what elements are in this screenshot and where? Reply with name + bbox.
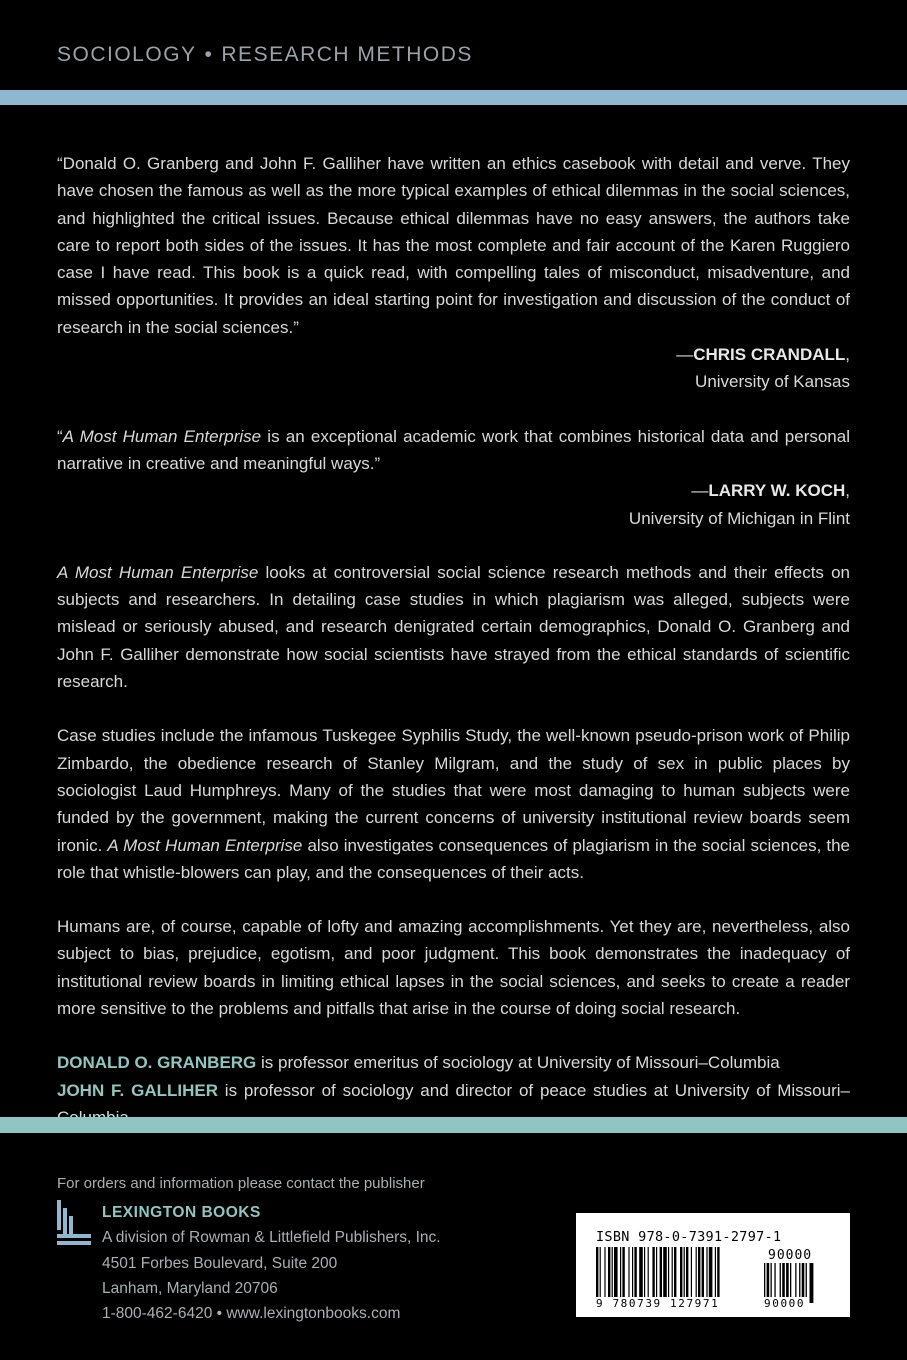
book-title: A Most Human Enterprise [57,562,259,582]
book-title: A Most Human Enterprise [62,426,262,446]
back-cover-body [57,150,850,1131]
blurb-crandall-author: CHRIS CRANDALL [693,345,846,365]
author-name-galliher: JOHN F. GALLIHER [57,1080,218,1100]
barcode-digits: 9 780739 127971 [596,1297,720,1310]
blurb-crandall [57,150,850,341]
category-sociology: SOCIOLOGY [57,43,197,66]
blurb-crandall-text: “Donald O. Granberg and John F. Galliher have written an ethics casebook with detail and verve. They have chosen the famous as well as the more typical examples of ethical dilemmas in the social sciences, and highlighted the critical issues. Because ethical dilemmas have no easy answers, the authors take care to report both sides of the issues. It has the most complete and fair account of the Karen Ruggiero case I have read. This book is a quick read, with compelling tales of misconduct, misadventure, and missed opportunities. It provides an ideal starting point for investigation and discussion of the conduct of research in the social sciences.” [57,154,850,337]
isbn-number: ISBN 978-0-7391-2797-1 [596,1229,782,1245]
author-name-granberg: DONALD O. GRANBERG [57,1053,257,1073]
blurb-crandall-affiliation: University of Kansas [695,372,850,392]
publisher-info [102,1200,441,1326]
publisher-name: LEXINGTON BOOKS [102,1204,261,1221]
blurb-koch-attribution: —LARRY W. KOCH, [691,481,850,501]
top-color-band [0,90,907,105]
category-research-methods: RESEARCH METHODS [221,43,473,66]
lexington-logo-icon [57,1200,91,1246]
author-bio-granberg: DONALD O. GRANBERG is professor emeritus of sociology at University of Missouri–Columbia [57,1053,780,1073]
bottom-color-band [0,1117,907,1133]
publisher-contact-note: For orders and information please contact the publisher [57,1175,425,1192]
price-code: 90000 [768,1248,813,1263]
description-paragraph-2: Case studies include the infamous Tuskegee Syphilis Study, the well-known pseudo-prison work of Philip Zimbardo, the obedience research of Stanley Milgram, and the study of sex in public places by sociologist Laud Humphreys. Many of the studies that were most damaging to human subjects were funded by the government, making the current concerns of university institutional review boards seem ironic. A Most Human Enterprise also investigates consequences of plagiarism in the social sciences, the role that whistle-blowers can play, and the consequences of their acts. [57,726,850,882]
book-title: A Most Human Enterprise [107,835,303,855]
blurb-koch: “A Most Human Enterprise is an exceptional academic work that combines historical data and personal narrative in creative and meaningful ways.” [57,426,850,473]
category-separator: • [204,43,214,66]
publisher-division: A division of Rowman & Littlefield Publishers, Inc. [102,1229,441,1247]
blurb-koch-author: LARRY W. KOCH [708,481,846,501]
author-bio-galliher: JOHN F. GALLIHER is professor of sociology and director of peace studies at University of Missouri– [57,1080,850,1100]
description-paragraph-1: A Most Human Enterprise looks at controversial social science research methods and their effects on subjects and researchers. In detailing case studies in which plagiarism was alleged, subjects were mislead or seriously abused, and research denigrated certain demographics, Donald O. Granberg and John F. Galliher demonstrate how social scientists have strayed from the ethical standards of scientific research. [57,562,850,692]
category-label [57,43,473,67]
description-paragraph-3: Humans are, of course, capable of lofty and amazing accomplishments. Yet they are, nevertheless, also subject to bias, prejudice, egotism, and poor judgment. This book demonstrates the inadequacy of institutional review boards in limiting ethical lapses in the social sciences, and seeks to create a reader more sensitive to the problems and pitfalls that arise in the course of doing social research. [57,917,850,1019]
barcode-addon-digits: 90000 [764,1297,806,1310]
publisher-phone-web: 1-800-462-6420 • www.lexingtonbooks.com [102,1305,401,1323]
blurb-koch-affiliation: University of Michigan in Flint [628,508,850,528]
blurb-crandall-attribution: —CHRIS CRANDALL, [676,345,850,365]
publisher-address-line-1: 4501 Forbes Boulevard, Suite 200 [102,1254,338,1272]
isbn-barcode [576,1213,850,1317]
blurb-koch-text: is an exceptional academic work that combines historical data and personal narrative in creative and meaningful ways.” [57,426,850,473]
publisher-address-line-2: Lanham, Maryland 20706 [102,1279,278,1297]
